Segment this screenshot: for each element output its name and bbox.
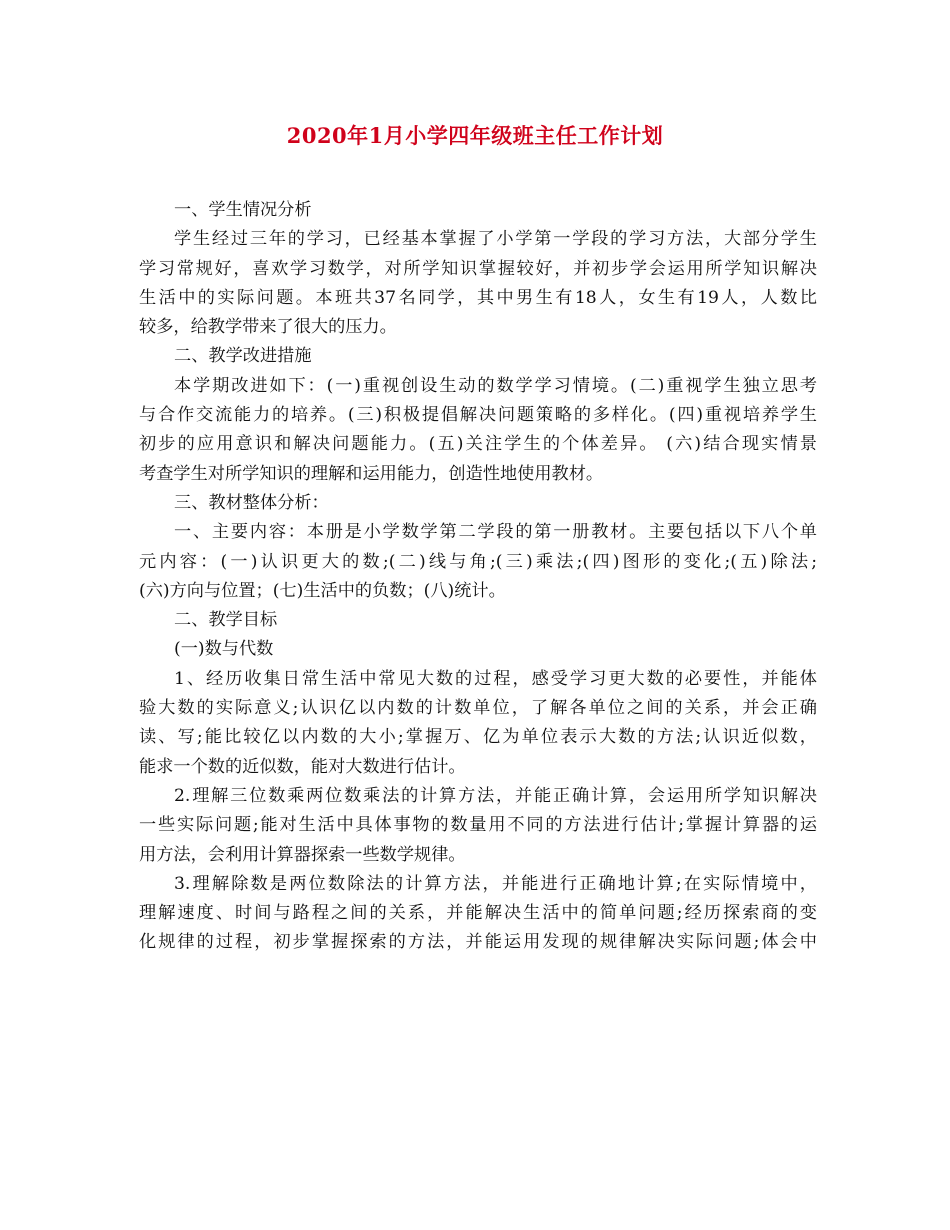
text-line: 一些实际问题;能对生活中具体事物的数量用不同的方法进行估计;掌握计算器的运 — [139, 815, 817, 836]
text-line: 3.理解除数是两位数除法的计算方法，并能进行正确地计算;在实际情境中， — [174, 873, 817, 894]
text-line: 化规律的过程，初步掌握探索的方法，并能运用发现的规律解决实际问题;体会中 — [139, 932, 817, 953]
text-line: 与合作交流能力的培养。(三)积极提倡解决问题策略的多样化。(四)重视培养学生 — [139, 405, 817, 426]
text-line: 二、教学目标 — [174, 610, 278, 631]
text-line: 读、写;能比较亿以内数的大小;掌握万、亿为单位表示大数的方法;认识近似数， — [139, 727, 817, 748]
text-line: 一、主要内容：本册是小学数学第二学段的第一册教材。主要包括以下八个单 — [174, 522, 817, 543]
text-line: 验大数的实际意义;认识亿以内数的计数单位，了解各单位之间的关系，并会正确 — [139, 698, 817, 719]
text-line: 元内容：(一)认识更大的数;(二)线与角;(三)乘法;(四)图形的变化;(五)除法; — [139, 551, 817, 572]
text-line: 二、教学改进措施 — [174, 346, 312, 367]
text-line: 考查学生对所学知识的理解和运用能力，创造性地使用教材。 — [139, 463, 604, 484]
text-line: 生活中的实际问题。本班共37名同学，其中男生有18人，女生有19人，人数比 — [139, 287, 817, 308]
text-line: 三、教材整体分析： — [174, 492, 329, 513]
text-line: (一)数与代数 — [174, 639, 274, 660]
text-line: 2.理解三位数乘两位数乘法的计算方法，并能正确计算，会运用所学知识解决 — [174, 785, 817, 806]
document-title: 2020年1月小学四年级班主任工作计划 — [286, 123, 664, 148]
text-line: 理解速度、时间与路程之间的关系，并能解决生活中的简单问题;经历探索商的变 — [139, 903, 817, 924]
text-line: 学生经过三年的学习，已经基本掌握了小学第一学段的学习方法，大部分学生 — [174, 229, 817, 250]
text-line: 较多，给教学带来了很大的压力。 — [139, 317, 397, 338]
text-line: 初步的应用意识和解决问题能力。(五)关注学生的个体差异。 (六)结合现实情景 — [139, 434, 817, 455]
text-line: 1、经历收集日常生活中常见大数的过程，感受学习更大数的必要性，并能体 — [174, 668, 817, 689]
text-line: 一、学生情况分析 — [174, 200, 312, 220]
document-body — [139, 196, 817, 958]
text-line: (六)方向与位置；(七)生活中的负数；(八)统计。 — [139, 580, 506, 601]
text-line: 学习常规好，喜欢学习数学，对所学知识掌握较好，并初步学会运用所学知识解决 — [139, 258, 817, 279]
text-line: 本学期改进如下：(一)重视创设生动的数学学习情境。(二)重视学生独立思考 — [174, 375, 817, 396]
text-line: 用方法，会利用计算器探索一些数学规律。 — [139, 844, 466, 865]
text-line: 能求一个数的近似数，能对大数进行估计。 — [139, 756, 466, 777]
